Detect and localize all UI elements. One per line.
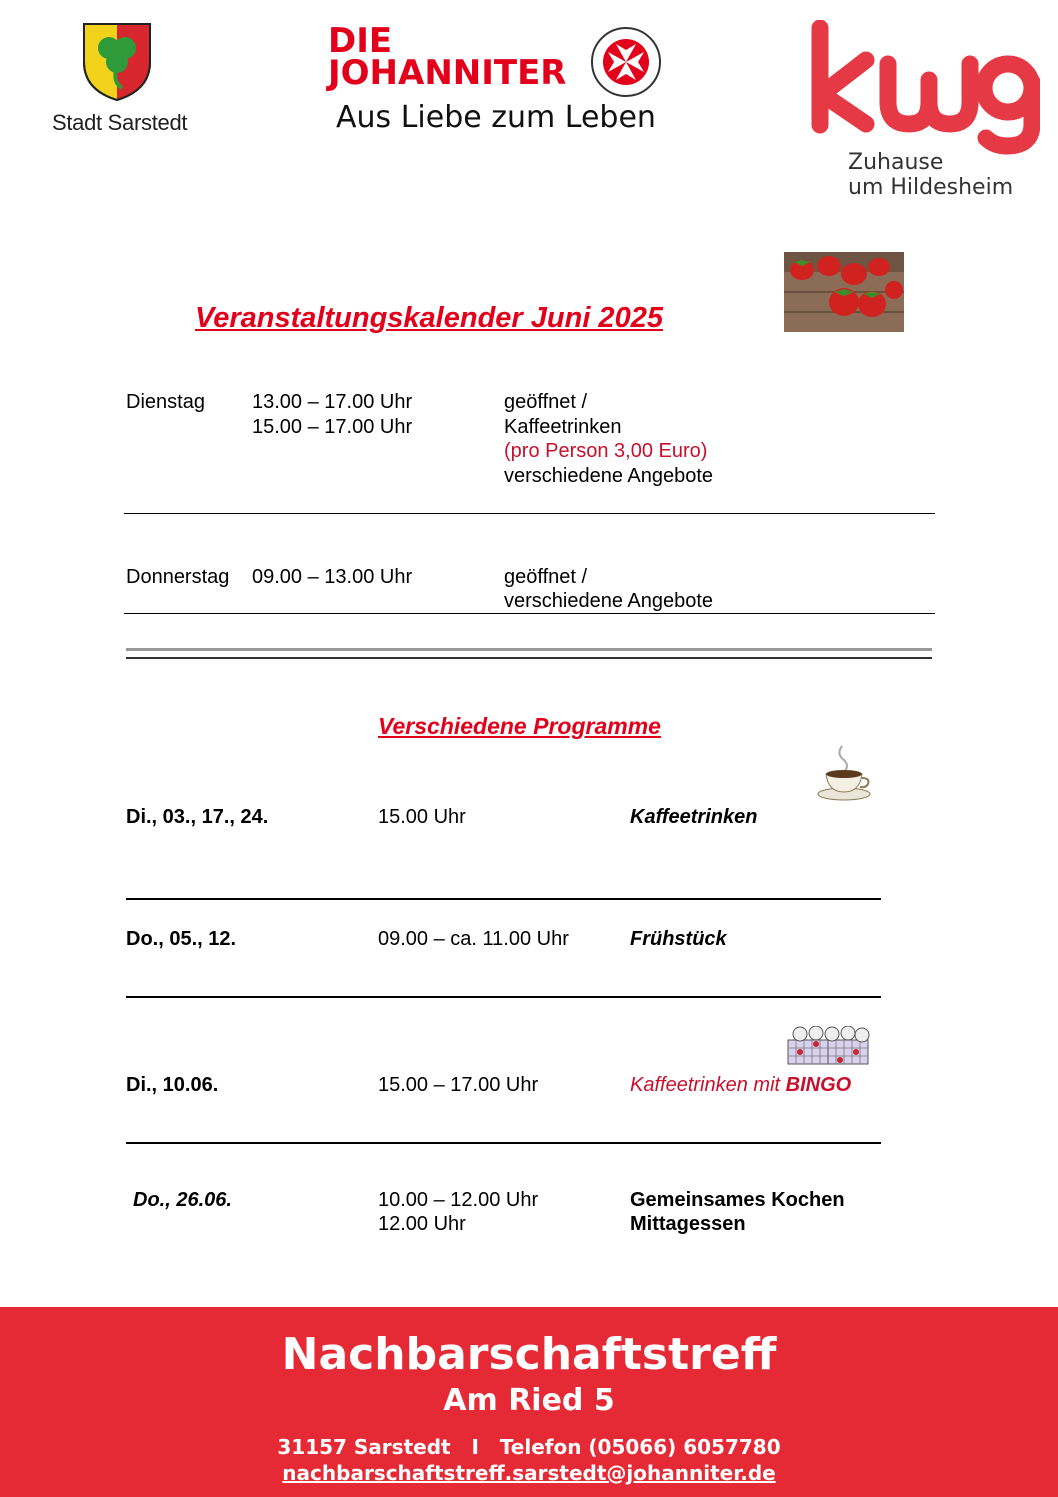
- tuesday-price: (pro Person 3,00 Euro): [504, 440, 708, 462]
- program-name: Mittagessen: [630, 1213, 746, 1235]
- bingo-cards-icon: [786, 1026, 872, 1066]
- footer: [0, 1307, 1058, 1497]
- johanniter-cross-icon: [590, 26, 662, 98]
- johanniter-slogan: Aus Liebe zum Leben: [336, 100, 656, 135]
- tuesday-day: Dienstag: [126, 391, 205, 413]
- program-date: Di., 10.06.: [126, 1074, 219, 1096]
- program-name-text: Kaffeetrinken mit: [630, 1074, 786, 1096]
- program-name-bingo: BINGO: [785, 1074, 852, 1096]
- program-name: Kaffeetrinken: [630, 806, 758, 828]
- divider: [124, 613, 935, 614]
- program-time: 10.00 – 12.00 Uhr: [378, 1189, 539, 1211]
- page-title: Veranstaltungskalender Juni 2025: [195, 302, 663, 334]
- program-name: Frühstück: [630, 928, 727, 950]
- tuesday-time-1: 13.00 – 17.00 Uhr: [252, 391, 413, 413]
- tuesday-extra: verschiedene Angebote: [504, 465, 714, 487]
- program-time: 15.00 Uhr: [378, 806, 466, 828]
- program-name: Gemeinsames Kochen: [630, 1189, 845, 1211]
- kwg-sub2: um Hildesheim: [848, 175, 1014, 200]
- divider: [126, 996, 881, 998]
- divider: [126, 1142, 881, 1144]
- thursday-day: Donnerstag: [126, 566, 230, 588]
- strawberries-image: [784, 252, 904, 332]
- program-time: 12.00 Uhr: [378, 1213, 466, 1235]
- divider: [126, 898, 881, 900]
- footer-title: Nachbarschaftstreff: [281, 1329, 777, 1380]
- footer-contact: 31157 Sarstedt I Telefon (05066) 6057780: [277, 1435, 781, 1459]
- program-name: [630, 1073, 851, 1098]
- divider: [126, 657, 932, 659]
- tuesday-time-2: 15.00 – 17.00 Uhr: [252, 416, 413, 438]
- program-date: Di., 03., 17., 24.: [126, 806, 269, 828]
- kwg-logo: [808, 20, 1048, 205]
- divider: [126, 648, 932, 651]
- programs-title: Verschiedene Programme: [378, 713, 661, 739]
- sarstedt-logo: [48, 22, 193, 137]
- sarstedt-label: Stadt Sarstedt: [52, 110, 188, 135]
- sarstedt-coat-of-arms-icon: [82, 22, 152, 102]
- kwg-wordmark: [808, 20, 1040, 155]
- thursday-time: 09.00 – 13.00 Uhr: [252, 566, 413, 588]
- kwg-sub1: Zuhause: [848, 150, 944, 175]
- footer-email[interactable]: nachbarschaftstreff.sarstedt@johanniter.de: [282, 1461, 776, 1485]
- program-date: Do., 05., 12.: [126, 928, 237, 950]
- coffee-cup-icon: [816, 744, 874, 802]
- program-date: Do., 26.06.: [133, 1189, 232, 1211]
- thursday-line-1: geöffnet /: [504, 566, 588, 588]
- johanniter-line2: JOHANNITER: [328, 53, 567, 93]
- program-time: 15.00 – 17.00 Uhr: [378, 1074, 539, 1096]
- tuesday-line-2: Kaffeetrinken: [504, 416, 622, 438]
- johanniter-logo: [328, 22, 668, 142]
- program-time: 09.00 – ca. 11.00 Uhr: [378, 928, 569, 950]
- tuesday-line-1: geöffnet /: [504, 391, 588, 413]
- johanniter-line1: DIE: [328, 21, 393, 61]
- thursday-line-2: verschiedene Angebote: [504, 590, 714, 612]
- footer-address: Am Ried 5: [443, 1383, 615, 1418]
- divider: [124, 513, 935, 514]
